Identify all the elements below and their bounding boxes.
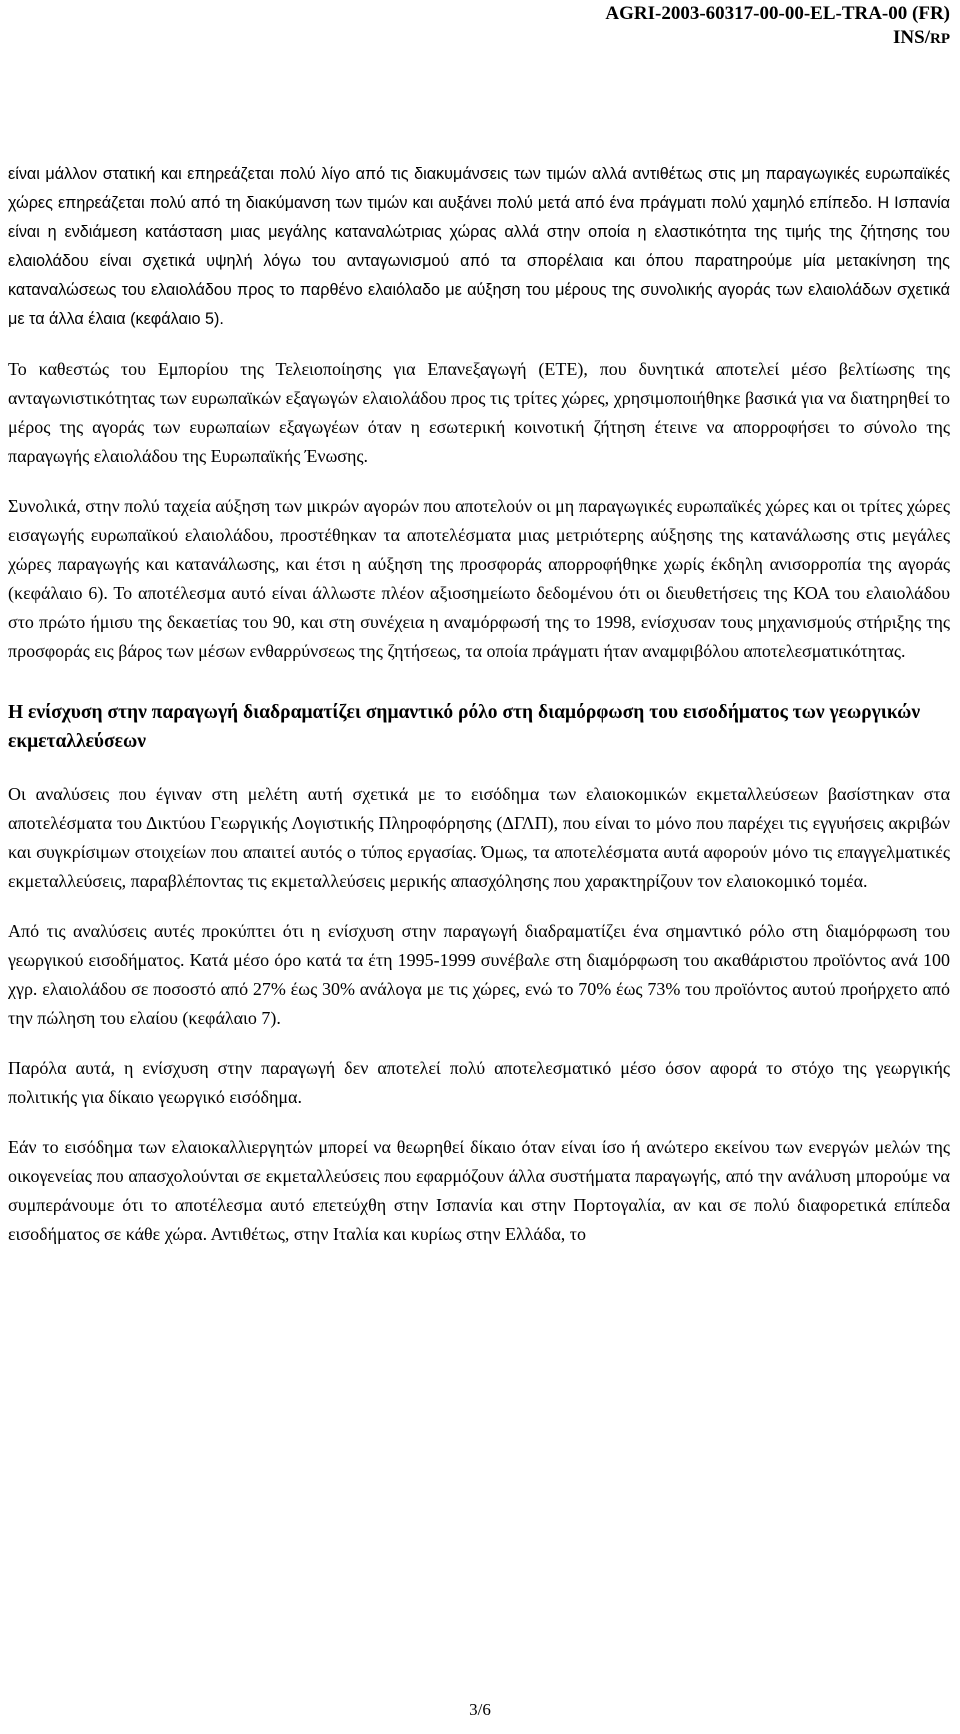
paragraph-5: Από τις αναλύσεις αυτές προκύπτει ότι η ενίσχυση στην παραγωγή διαδραματίζει ένα σημαντικό ρόλο στη διαμόρφωση του γεωργικού εισοδήματος. Κατά μέσο όρο κατά τα έτη 1995-1999 συνέβαλε στη διαμόρφωση του ακαθάριστου προϊόντος ανά 100 χγρ. ελαιολάδου σε ποσοστό από 27% έως 30% ανάλογα με τις χώρες, ενώ το 70% έως 73% του προϊόντος αυτού προήρχετο από την πώληση του ελαίου (κεφάλαιο 7). [8, 921, 950, 1028]
document-reference [605, 26, 950, 51]
section-heading: Η ενίσχυση στην παραγωγή διαδραματίζει σημαντικό ρόλο στη διαμόρφωση του εισοδήματος των γεωργικών εκμεταλλεύσεων [8, 702, 921, 752]
paragraph-2: Το καθεστώς του Εμπορίου της Τελειοποίησης για Επανεξαγωγή (ΕΤΕ), που δυνητικά αποτελεί μέσο βελτίωσης της ανταγωνιστικότητας των ευρωπαϊκών εξαγωγών ελαιολάδου προς τις τρίτες χώρες, χρησιμοποιήθηκε βασικά για να διατηρηθεί το μέρος της αγοράς των ευρωπαίων εξαγωγέων όταν η εσωτερική κοινοτική ζήτηση έτεινε να απορροφήσει το σύνολο της παραγωγής ελαιολάδου της Ευρωπαϊκής Ένωσης. [8, 359, 950, 466]
page-header [605, 2, 950, 51]
reference-ins: INS/ [893, 27, 930, 48]
document-code: AGRI-2003-60317-00-00-EL-TRA-00 (FR) [605, 3, 950, 24]
paragraph-1: είναι μάλλον στατική και επηρεάζεται πολύ λίγο από τις διακυμάνσεις των τιμών αλλά αντιθέτως στις μη παραγωγικές ευρωπαϊκές χώρες επηρεάζεται πολύ από τη διακύμανση των τιμών και αυξάνει πολύ μετά από ένα πράγματι πολύ χαμηλό επίπεδο. Η Ισπανία είναι η ενδιάμεση κατάσταση μιας μεγάλης καταναλώτριας χώρας αλλά στην οποία η ελαστικότητα της τιμής της ζήτησης του ελαιολάδου είναι σχετικά υψηλή λόγω του ανταγωνισμού από τα σπορέλαια και όπου παρατηρούμε μία μετακίνηση της καταναλώσεως του ελαιολάδου προς το παρθένο ελαιόλαδο με αύξηση του μέρους της συνολικής αγοράς των ελαιολάδων σχετικά με τα άλλα έλαια (κεφάλαιο 5). [8, 165, 950, 328]
paragraph-6: Παρόλα αυτά, η ενίσχυση στην παραγωγή δεν αποτελεί πολύ αποτελεσματικό μέσο όσον αφορά το στόχο της γεωργικής πολιτικής για δίκαιο γεωργικό εισόδημα. [8, 1058, 950, 1107]
paragraph-3: Συνολικά, στην πολύ ταχεία αύξηση των μικρών αγορών που αποτελούν οι μη παραγωγικές ευρωπαϊκές χώρες και οι τρίτες χώρες εισαγωγής ευρωπαϊκού ελαιολάδου, προστέθηκαν τα αποτελέσματα μιας μετριότερης αύξησης της κατανάλωσης στις μεγάλες χώρες παραγωγής και κατανάλωσης, και έτσι η αύξηση της προσφοράς απορροφήθηκε χωρίς έκδηλη ανισορροπία της αγοράς (κεφάλαιο 6). Το αποτέλεσμα αυτό είναι άλλωστε πλέον αξιοσημείωτο δεδομένου ότι οι διευθετήσεις της ΚΟΑ του ελαιολάδου στο πρώτο ήμισυ της δεκαετίας του 90, και στη συνέχεια η αναμόρφωσή της το 1998, ενίσχυσαν τους μηχανισμούς στήριξης της προσφοράς εις βάρος των μέσων ενθαρρύνσεως της ζητήσεως, τα οποία πράγματι ήταν αναμφιβόλου αποτελεσματικότητας. [8, 496, 950, 661]
paragraph-4: Οι αναλύσεις που έγιναν στη μελέτη αυτή σχετικά με το εισόδημα των ελαιοκομικών εκμεταλλεύσεων βασίστηκαν στα αποτελέσματα του Δικτύου Γεωργικής Λογιστικής Πληροφόρησης (ΔΓΛΠ), που είναι το μόνο που παρέχει τις εγγυήσεις ακριβών και συγκρίσιμων στοιχείων που απαιτεί αυτός ο τύπος εργασίας. Όμως, τα αποτελέσματα αυτά αφορούν μόνο τις επαγγελματικές εκμεταλλεύσεις, παραβλέποντας τις εκμεταλλεύσεις μερικής απασχόλησης που χαρακτηρίζουν τον ελαιοκομικό τομέα. [8, 784, 950, 891]
page-number: 3/6 [469, 1700, 491, 1719]
reference-rp: RP [930, 31, 950, 47]
paragraph-7: Εάν το εισόδημα των ελαιοκαλλιεργητών μπορεί να θεωρηθεί δίκαιο όταν είναι ίσο ή ανώτερο εκείνου των ενεργών μελών της οικογενείας που απασχολούνται σε εκμεταλλεύσεις που εφαρμόζουν άλλα συστήματα παραγωγής, από την ανάλυση μπορούμε να συμπεράνουμε ότι το αποτέλεσμα αυτό επετεύχθη στην Ισπανία και στην Πορτογαλία, αν και σε πολύ διαφορετικά επίπεδα εισοδήματος σε κάθε χώρα. Αντιθέτως, στην Ιταλία και κυρίως στην Ελλάδα, το [8, 1137, 950, 1244]
document-body [8, 160, 950, 1270]
